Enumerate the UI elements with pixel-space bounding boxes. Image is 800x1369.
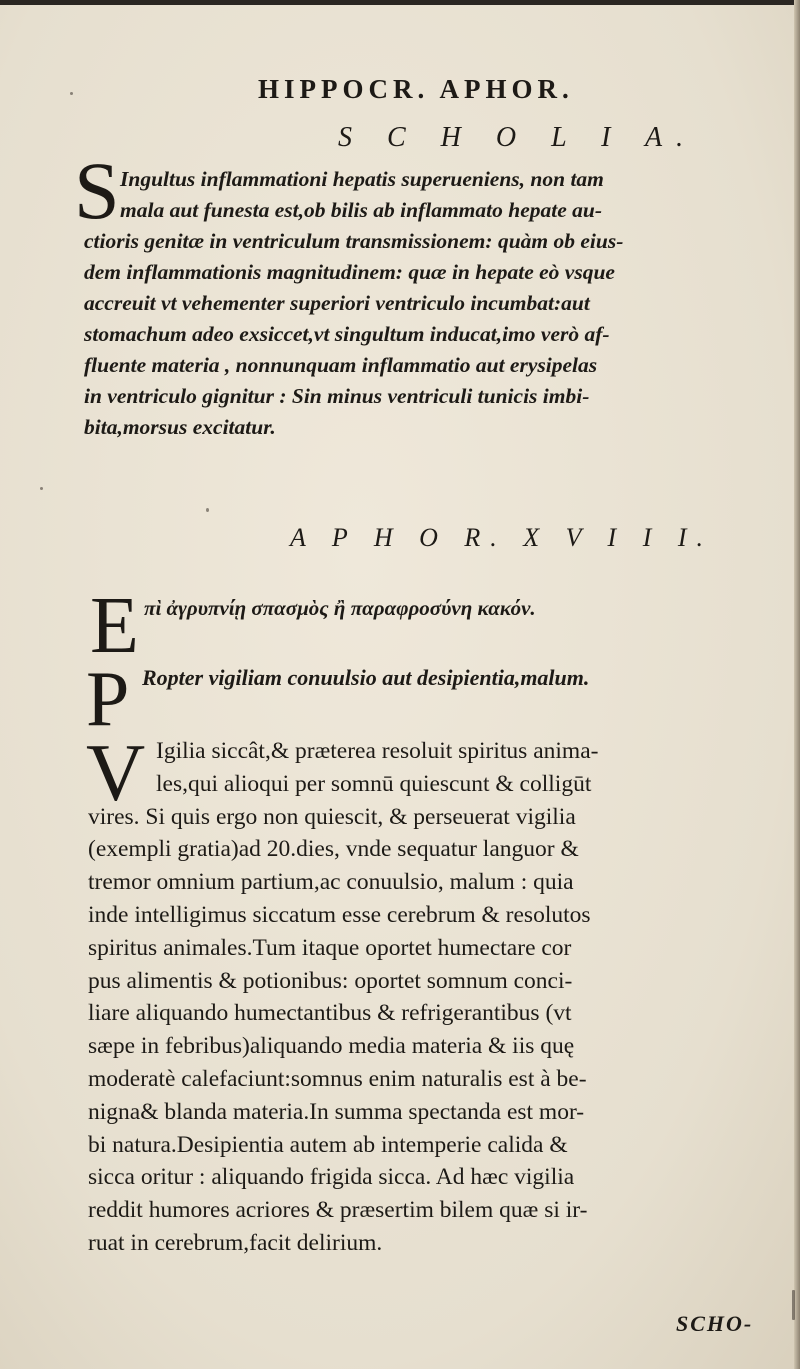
body-dropcap: V [86, 727, 146, 818]
ink-speck [40, 487, 43, 490]
aphorism-title: A P H O R. X V I I I. [290, 523, 714, 552]
commentary-line: reddit humores acriores & præsertim bilem quæ si ir- [88, 1197, 588, 1224]
scholia-line: dem inflammationis magnitudinem: quæ in hepate eò vsque [84, 260, 615, 284]
latin-aphorism: Ropter vigiliam conuulsio aut desipientia,malum. [142, 665, 590, 690]
commentary-line: vires. Si quis ergo non quiescit, & perseuerat vigilia [88, 803, 576, 830]
commentary-line: Igilia siccât,& præterea resoluit spiritus anima- [156, 738, 599, 764]
scholia-line: mala aut funesta est,ob bilis ab inflammato hepate au- [120, 198, 602, 222]
scholia-dropcap: S [74, 145, 120, 236]
commentary-line: tremor omnium partium,ac conuulsio, malum : quia [88, 869, 574, 896]
commentary-line: spiritus animales.Tum itaque oportet humectare cor [88, 934, 572, 961]
commentary-line: ruat in cerebrum,facit delirium. [88, 1229, 383, 1256]
greek-aphorism: πὶ ἀγρυπνίῃ σπασμὸς ἢ παραφροσύνη κακόν. [144, 596, 536, 620]
scholia-line: in ventriculo gignitur : Sin minus ventriculi tunicis imbi- [84, 384, 590, 408]
page-right-edge [794, 0, 800, 1369]
ink-speck [206, 508, 209, 512]
catchword: SCHO- [676, 1311, 754, 1336]
scholia-line: ctioris genitæ in ventriculum transmissionem: quàm ob eius- [84, 229, 624, 253]
scholia-line: stomachum adeo exsiccet,vt singultum inducat,imo verò af- [84, 322, 610, 346]
scholia-line: Ingultus inflammationi hepatis superueniens, non tam [120, 167, 604, 191]
ink-speck [792, 1290, 795, 1320]
latin-dropcap: P [86, 655, 130, 742]
commentary-line: bi natura.Desipientia autem ab intemperie calida & [88, 1131, 568, 1158]
commentary-line: moderatè calefaciunt:somnus enim naturalis est à be- [88, 1065, 587, 1092]
commentary-line: pus alimentis & potionibus: oportet somnum conci- [88, 967, 573, 994]
commentary-paragraph [88, 735, 788, 1260]
running-header: HIPPOCR. APHOR. [258, 74, 574, 104]
commentary-line: sicca oritur : aliquando frigida sicca. Ad hæc vigilia [88, 1164, 575, 1191]
commentary-line: les,qui alioqui per somnū quiescunt & colligūt [156, 770, 592, 797]
page-top-edge [0, 0, 800, 5]
commentary-line: inde intelligimus siccatum esse cerebrum & resolutos [88, 901, 591, 928]
scholia-title: S C H O L I A. [338, 122, 698, 153]
commentary-line: liare aliquando humectantibus & refrigerantibus (vt [88, 1000, 572, 1027]
scholia-line: accreuit vt vehementer superiori ventriculo incumbat:aut [84, 291, 590, 315]
greek-dropcap: E [90, 582, 139, 670]
commentary-line: (exempli gratia)ad 20.dies, vnde sequatur languor & [88, 836, 579, 863]
scholia-paragraph [84, 164, 794, 443]
scholia-line: fluente materia , nonnunquam inflammatio aut erysipelas [84, 353, 598, 377]
ink-speck [70, 92, 73, 95]
commentary-line: sæpe in febribus)aliquando media materia & iis quę [88, 1033, 575, 1060]
scholia-line: bita,morsus excitatur. [84, 415, 276, 439]
commentary-line: nigna& blanda materia.In summa spectanda est mor- [88, 1098, 585, 1125]
